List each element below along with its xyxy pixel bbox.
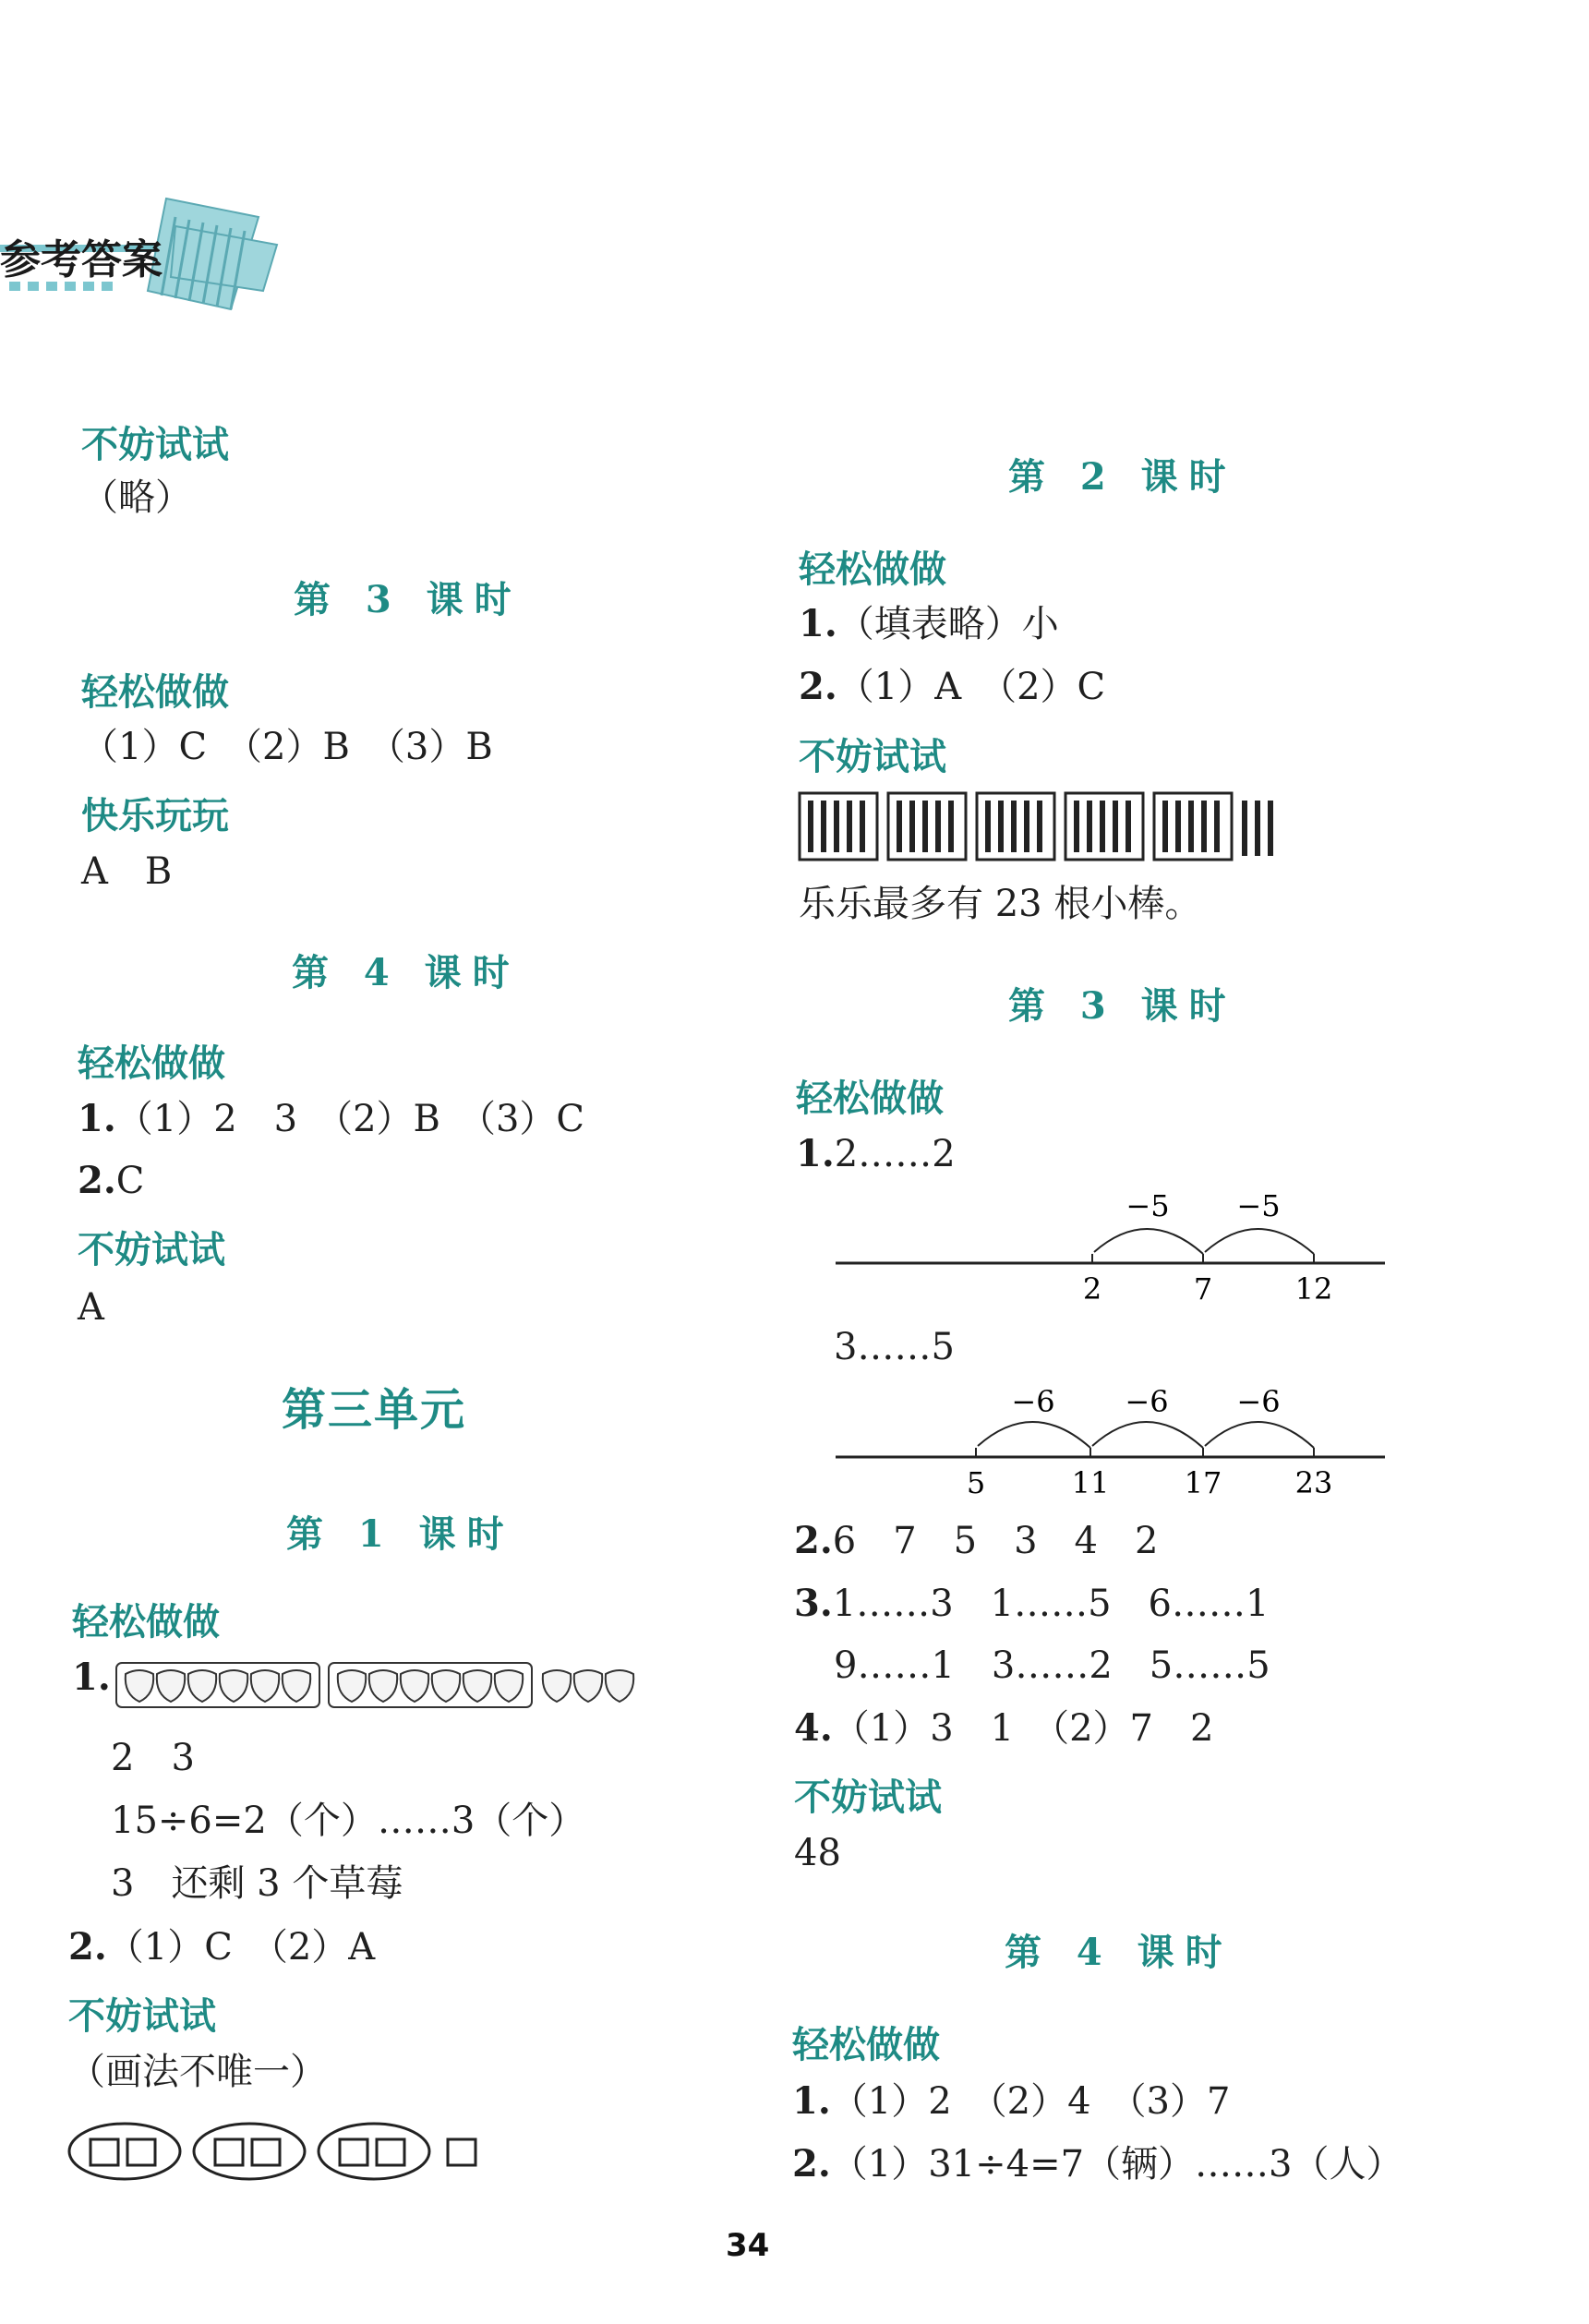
jump-label: −5	[1126, 1188, 1170, 1223]
section-label-try: 不妨试试	[81, 424, 229, 466]
tick-label: 11	[1071, 1465, 1110, 1500]
item-number: 1.	[72, 1656, 111, 1699]
answer-line	[792, 2079, 1230, 2124]
answer-line	[78, 1097, 584, 1141]
section-label-easy: 轻松做做	[78, 1042, 225, 1085]
strawberry-icon	[283, 1670, 310, 1702]
answer-line	[794, 1582, 1269, 1626]
strawberry-icon	[543, 1670, 571, 1702]
strawberry-icon	[220, 1670, 247, 1702]
item-number: 3.	[794, 1582, 833, 1625]
section-label-fun: 快乐玩玩	[81, 795, 229, 837]
answer-text: （略）	[81, 476, 192, 519]
grouping-drawing-figure	[65, 2119, 499, 2184]
unit-title: 第三单元	[282, 1384, 467, 1436]
section-label-try: 不妨试试	[794, 1776, 942, 1819]
tick-label: 12	[1294, 1271, 1333, 1306]
sticks-bundle-figure	[798, 789, 1296, 863]
section-label-easy: 轻松做做	[81, 671, 229, 714]
item-number: 4.	[794, 1706, 833, 1750]
jump-arc	[1205, 1229, 1314, 1254]
item-number: 2.	[68, 1925, 107, 1969]
strawberry-icon	[338, 1670, 366, 1702]
answer-text: A B	[81, 850, 173, 893]
lesson-title: 第 4 课时	[292, 951, 521, 994]
answer-text: （1）A （2）C	[837, 666, 1106, 708]
strawberry-icon	[251, 1670, 279, 1702]
answer-text: （1）2 （2）4 （3）7	[830, 2080, 1231, 2123]
strawberry-icon	[188, 1670, 216, 1702]
number-line-1	[826, 1186, 1399, 1306]
answer-text: C	[115, 1160, 145, 1202]
item-number: 1.	[799, 602, 837, 645]
answer-text: 9……1 3……2 5……5	[834, 1644, 1270, 1687]
strawberry-icon	[574, 1670, 602, 1702]
tick-label: 7	[1193, 1271, 1213, 1306]
answer-line	[78, 1159, 144, 1203]
answer-text: （1）C （2）B （3）B	[81, 726, 493, 768]
jump-arc	[1205, 1422, 1314, 1448]
answer-text: 3……5	[834, 1326, 955, 1368]
answer-line	[794, 1519, 1158, 1563]
answer-text: 6 7 5 3 4 2	[832, 1520, 1159, 1562]
jump-label: −6	[1236, 1384, 1281, 1419]
answer-line	[799, 665, 1105, 709]
section-label-try: 不妨试试	[799, 736, 946, 778]
jump-label: −6	[1011, 1384, 1055, 1419]
strawberry-icon	[495, 1670, 523, 1702]
answer-text: 乐乐最多有 23 根小棒。	[799, 883, 1202, 925]
answer-text: （画法不唯一）	[68, 2051, 327, 2093]
strawberry-grouping-figure	[113, 1657, 648, 1713]
answer-text: 1……3 1……5 6……1	[832, 1583, 1270, 1625]
answer-line	[792, 2142, 1403, 2186]
answer-text: 2……2	[834, 1133, 956, 1175]
item-number: 2.	[792, 2142, 831, 2186]
jump-arc	[1094, 1229, 1203, 1254]
item-number: 2.	[799, 665, 837, 708]
answer-text: 48	[794, 1832, 841, 1874]
answer-line	[799, 602, 1059, 646]
answer-text: （1）C （2）A	[106, 1926, 376, 1969]
item-number: 2.	[78, 1159, 116, 1202]
tick-label: 5	[966, 1465, 986, 1500]
answer-text: 2 3	[111, 1737, 195, 1779]
item-number: 1.	[78, 1097, 116, 1140]
answer-text: （1）2 3 （2）B （3）C	[115, 1098, 585, 1140]
strawberry-icon	[126, 1670, 153, 1702]
lesson-title: 第 2 课时	[1008, 455, 1237, 499]
strawberry-icon	[401, 1670, 428, 1702]
answer-text: （1）31÷4=7（辆）……3（人）	[830, 2143, 1403, 2186]
answer-text: 15÷6=2（个）……3（个）	[111, 1800, 586, 1842]
tick-label: 2	[1082, 1271, 1102, 1306]
number-line-2	[826, 1380, 1399, 1500]
strawberry-icon	[606, 1670, 633, 1702]
answer-line	[68, 1925, 375, 1969]
section-label-easy: 轻松做做	[796, 1078, 944, 1120]
section-label-easy: 轻松做做	[799, 548, 946, 591]
answer-text: （1）3 1 （2）7 2	[832, 1707, 1214, 1750]
answer-text: 3 还剩 3 个草莓	[111, 1862, 403, 1905]
answer-line	[796, 1132, 956, 1176]
strawberry-icon	[369, 1670, 397, 1702]
strawberry-icon	[157, 1670, 185, 1702]
strawberry-icon	[432, 1670, 460, 1702]
jump-arc	[1092, 1422, 1203, 1448]
jump-label: −5	[1236, 1188, 1281, 1223]
lesson-title: 第 3 课时	[294, 578, 523, 621]
lesson-title: 第 1 课时	[286, 1512, 515, 1556]
jump-label: −6	[1125, 1384, 1169, 1419]
answer-line	[794, 1706, 1213, 1751]
section-label-try: 不妨试试	[78, 1229, 225, 1271]
item-number: 1.	[792, 2079, 831, 2123]
section-label-easy: 轻松做做	[792, 2024, 940, 2066]
section-label-easy: 轻松做做	[72, 1601, 220, 1644]
tick-label: 23	[1294, 1465, 1333, 1500]
answer-text: A	[78, 1286, 104, 1329]
item-number: 1.	[796, 1132, 835, 1175]
item-number: 2.	[794, 1519, 833, 1562]
section-label-try: 不妨试试	[68, 1995, 216, 2038]
strawberry-icon	[463, 1670, 491, 1702]
lesson-title: 第 3 课时	[1008, 984, 1237, 1028]
tick-label: 17	[1184, 1465, 1222, 1500]
page-number: 34	[726, 2227, 770, 2264]
lesson-title: 第 4 课时	[1005, 1931, 1234, 1974]
jump-arc	[978, 1422, 1090, 1448]
answer-text: （填表略）小	[837, 603, 1059, 645]
page-header-title: 参考答案	[0, 236, 163, 283]
